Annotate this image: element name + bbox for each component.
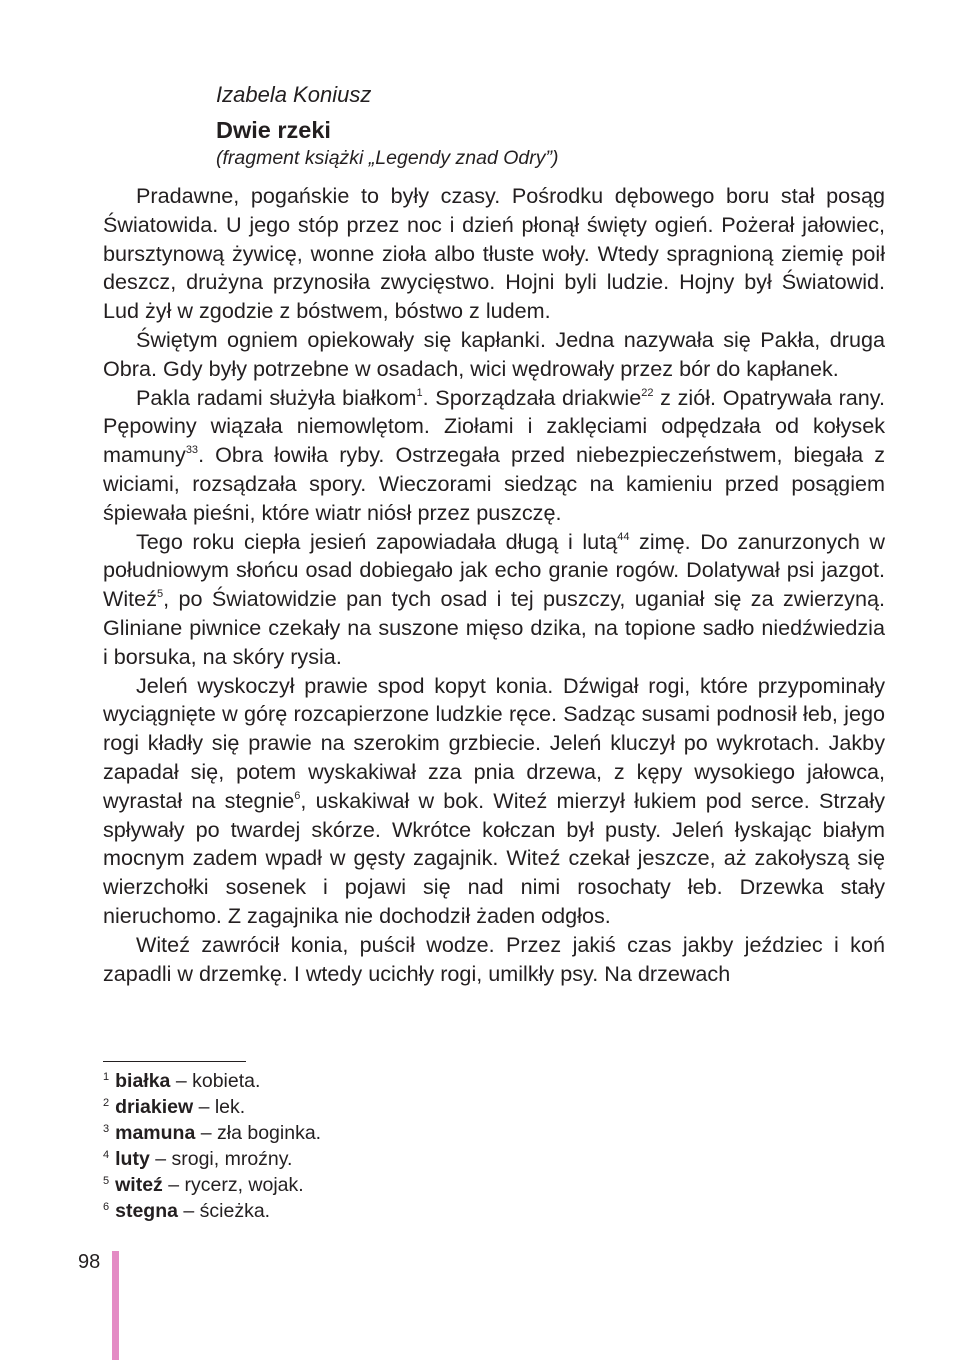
story-body xyxy=(103,182,885,988)
footnote-marker: 5 xyxy=(156,588,164,601)
footnote-number: 6 xyxy=(103,1201,110,1213)
paragraph xyxy=(103,672,885,931)
footnote xyxy=(103,1198,321,1224)
footnote-term: stegna xyxy=(115,1200,178,1222)
footnote-definition: – lek. xyxy=(193,1096,246,1118)
footnote-marker: 44 xyxy=(617,530,630,543)
footnote-term: driakiew xyxy=(115,1096,194,1118)
footnote-number: 2 xyxy=(103,1097,110,1109)
footnote-definition: – rycerz, wojak. xyxy=(162,1174,304,1196)
footnote-term: białka xyxy=(115,1070,171,1092)
footnote-definition: – zła boginka. xyxy=(195,1122,322,1144)
footnote-definition: – kobieta. xyxy=(170,1070,261,1092)
footnotes xyxy=(103,1068,321,1224)
paragraph-text: , po Światowidzie pan tych osad i tej puszczy, uganiał się za zwierzyną. Gliniane piwnice czekały na suszone mięso dzika, na topione sadło niedźwiedzia i borsuka, na skóry rysia. xyxy=(103,586,885,669)
paragraph xyxy=(103,384,885,528)
paragraph-text: , uskakiwał w bok. Witeź mierzył łukiem pod serce. Strzały spływały po twardej skórze. Wkrótce kołczan był pusty. Jeleń łyskając białym mocnym zadem wpadł w gęsty zagajnik. Witeź czekał jeszcze, aż zakołyszą się wierzchołki sosenek i pojawi się nad nimi rosochaty łeb. Drzewka stały nieruchomo. Z zagajnika nie dochodził żaden odgłos. xyxy=(103,787,885,928)
paragraph xyxy=(103,931,885,989)
footnote-number: 3 xyxy=(103,1123,110,1135)
footnote-term: luty xyxy=(115,1148,150,1170)
paragraph-text: Świętym ogniem opiekowały się kapłanki. Jedna nazywała się Pakła, druga Obra. Gdy były potrzebne w osadach, wici wędrowały przez bór do kapłanek. xyxy=(103,326,885,381)
footnote-marker: 22 xyxy=(641,386,654,399)
paragraph-text: . Sporządzała driakwie xyxy=(422,384,642,410)
paragraph xyxy=(103,182,885,326)
paragraph-text: Pakla radami służyła białkom xyxy=(136,384,417,410)
paragraph-text: Witeź zawrócił konia, puścił wodze. Przez jakiś czas jakby jeździec i koń zapadli w drzemkę. I wtedy ucichły rogi, umilkły psy. Na drzewach xyxy=(103,931,885,986)
footnote-marker: 1 xyxy=(416,386,423,399)
paragraph-text: Jeleń wyskoczył prawie spod kopyt konia. Dźwigał rogi, które przypominały wyciągnięte w górę rozcapierzone ludzkie ręce. Sadząc susami podnosił łeb, jego rogi kładły się prawie na szerokim grzbiecie. Jeleń kluczył po wykrotach. Jakby zapadał się, potem wyskakiwał zza pnia drzewa, z kępy wysokiego jałowca, wyrastał na stegnie xyxy=(103,672,885,813)
footnote-number: 4 xyxy=(103,1149,110,1161)
footnote-number: 5 xyxy=(103,1175,110,1187)
footnote-marker: 6 xyxy=(294,789,301,802)
footnote xyxy=(103,1094,321,1120)
paragraph-text: Tego roku ciepła jesień zapowiadała długą i lutą xyxy=(136,528,618,554)
footnote xyxy=(103,1068,321,1094)
paragraph-text: Pradawne, pogańskie to były czasy. Pośrodku dębowego boru stał posąg Światowida. U jego stóp przez noc i dzień płonął święty ogień. Pożerał jałowiec, bursztynową żywicę, wonne zioła albo tłuste woły. Wtedy spragnioną ziemię poił deszcz, drużyna przynosiła zwycięstwo. Hojni byli ludzie. Hojny był Światowid. Lud żył w zgodzie z bóstwem, bóstwo z ludem. xyxy=(103,183,885,324)
footnote-term: mamuna xyxy=(115,1122,196,1144)
paragraph xyxy=(103,528,885,672)
footnote xyxy=(103,1146,321,1172)
story-title: Dwie rzeki xyxy=(216,117,331,143)
footnote-term: witeź xyxy=(115,1174,163,1196)
author-name: Izabela Koniusz xyxy=(216,82,372,107)
footnote-marker: 33 xyxy=(185,444,199,457)
page-accent-bar xyxy=(112,1251,119,1360)
footnote-definition: – srogi, mroźny. xyxy=(149,1148,293,1170)
paragraph-text: z ziół. Opatrywała rany. Pępowiny wiązała niemowlętom. Ziołami i zaklęciami odpędzała od kołysek mamuny xyxy=(103,384,886,468)
page-number: 98 xyxy=(78,1251,101,1273)
paragraph xyxy=(103,326,885,384)
footnote xyxy=(103,1120,321,1146)
footnote-divider xyxy=(103,1061,246,1062)
paragraph-text: zimę. Do zanurzonych w południowym słońcu osad dobiegało jak echo granie rogów. Dolatywał psi jazgot. Witeź xyxy=(103,528,885,612)
story-subtitle: (fragment książki „Legendy znad Odry”) xyxy=(216,147,559,169)
paragraph-text: . Obra łowiła ryby. Ostrzegała przed niebezpieczeństwem, biegała z wiciami, rozsądzała spory. Wieczorami siedząc na kamieniu przed posągiem śpiewała pieśni, które wiatr niósł przez puszczę. xyxy=(103,442,885,525)
footnote-definition: – ścieżka. xyxy=(177,1200,271,1222)
footnote-number: 1 xyxy=(103,1071,110,1083)
footnote xyxy=(103,1172,321,1198)
